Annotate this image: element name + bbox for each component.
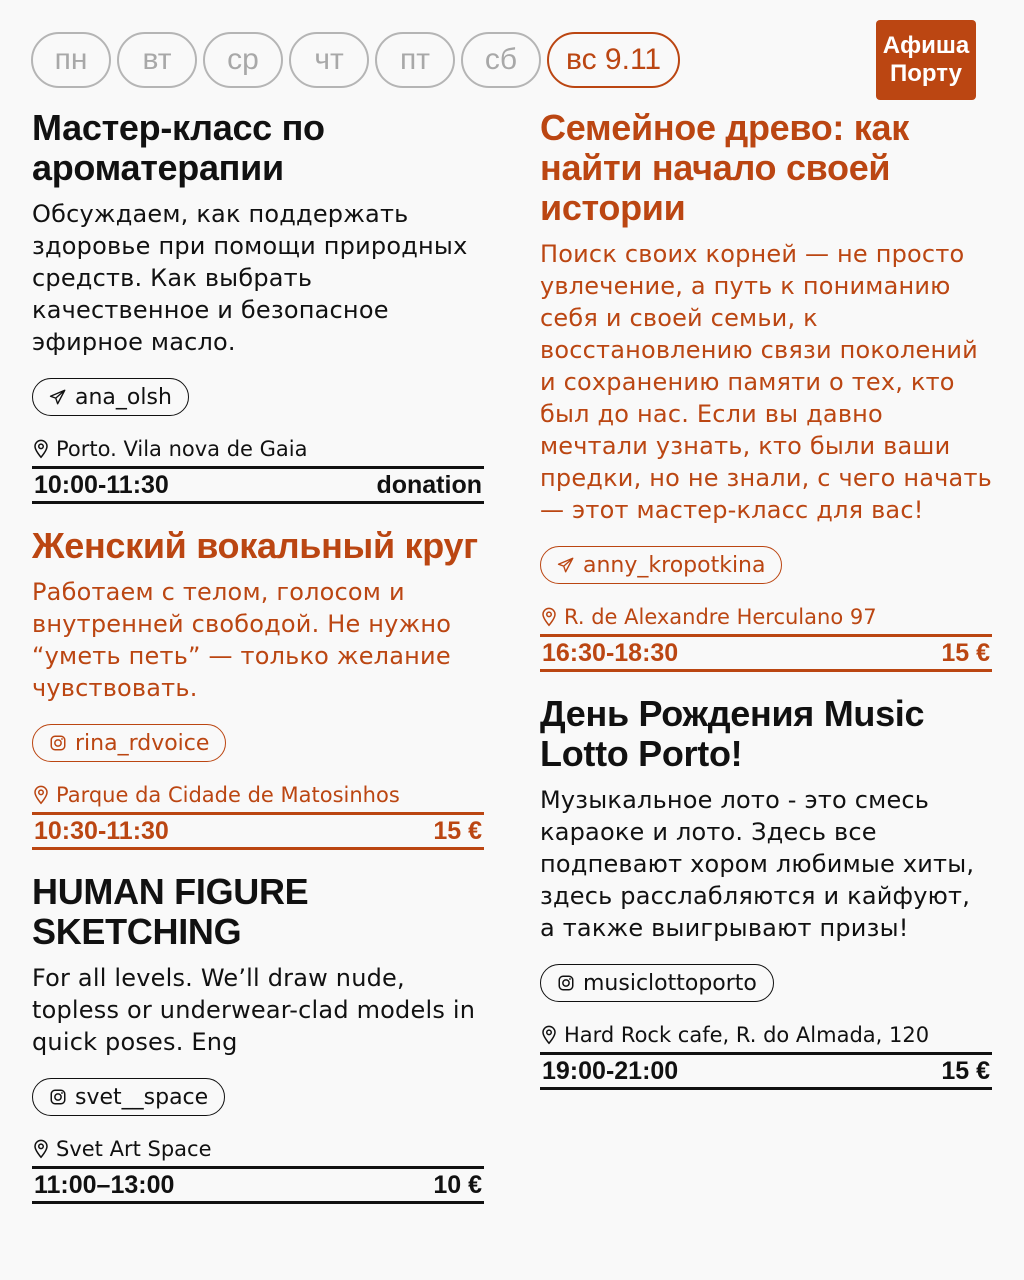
event-price: 10 € [433,1170,482,1199]
event-title: День Рождения Music Lotto Porto! [540,693,925,774]
contact-handle-link[interactable] [32,378,189,416]
day-tab-mon[interactable]: пн [31,32,111,88]
event-card-vocal-circle [32,526,484,850]
day-tab-thu[interactable]: чт [289,32,369,88]
event-description: Музыкальное лото - это смесь караоке и лото. Здесь все подпевают хором любимые хиты, здесь расслабляются и кайфуют, а также выигрывают призы! [540,786,975,942]
event-price: 15 € [941,1056,990,1085]
location-label: Svet Art Space [56,1137,212,1161]
contact-handle-link[interactable] [540,546,782,584]
location-pin-icon [32,1139,50,1159]
time-price-bar [32,466,484,504]
event-time: 19:00-21:00 [542,1056,679,1085]
contact-handle-link[interactable] [32,1078,225,1116]
day-tab-sun-active[interactable]: вс 9.11 [547,32,680,88]
day-tab-fri[interactable]: пт [375,32,455,88]
time-price-bar [540,1052,992,1090]
event-location [32,436,484,462]
event-card-music-lotto [540,694,992,1090]
event-time: 10:00-11:30 [34,470,169,499]
contact-handle-link[interactable] [540,964,774,1002]
location-label: R. de Alexandre Herculano 97 [564,605,877,629]
location-label: Parque da Cidade de Matosinhos [56,783,400,807]
handle-label: musiclottoporto [583,970,757,996]
time-price-bar [32,1166,484,1204]
time-price-bar [32,812,484,850]
event-time: 11:00–13:00 [34,1170,175,1199]
left-column [32,108,484,1226]
brand-line-2: Порту [890,60,962,87]
day-tab-wed[interactable]: ср [203,32,283,88]
event-time: 16:30-18:30 [542,638,679,667]
location-pin-icon [32,785,50,805]
event-description: Работаем с телом, голосом и внутренней свободой. Не нужно “уметь петь” — только желание чувствовать. [32,578,452,702]
day-tab-sat[interactable]: сб [461,32,541,88]
event-title: Женский вокальный круг [32,525,478,566]
event-description: Поиск своих корней — не просто увлечение, а путь к пониманию себя и своей семьи, к восстановлению связи поколений и сохранению памяти о тех, кто был до нас. Если вы давно мечтали узнать, кто были ваши предки, но не знали, с чего начать — этот мастер-класс для вас! [540,240,992,524]
day-tab-tue[interactable]: вт [117,32,197,88]
handle-label: rina_rdvoice [75,730,210,756]
event-price: 15 € [941,638,990,667]
handle-label: ana_olsh [75,384,172,410]
event-price: 15 € [433,816,482,845]
telegram-icon [557,556,575,574]
event-location [32,1136,484,1162]
event-card-aromatherapy [32,108,484,504]
event-location [540,1022,992,1048]
brand-logo [876,20,976,100]
event-time: 10:30-11:30 [34,816,169,845]
instagram-icon [49,734,67,752]
day-selector [31,32,680,88]
handle-label: svet__space [75,1084,209,1110]
contact-handle-link[interactable] [32,724,226,762]
instagram-icon [49,1088,67,1106]
location-pin-icon [540,1025,558,1045]
event-title: HUMAN FIGURE SKETCHING [32,871,309,952]
instagram-icon [557,974,575,992]
location-label: Porto. Vila nova de Gaia [56,437,308,461]
handle-label: anny_kropotkina [583,552,766,578]
location-label: Hard Rock cafe, R. do Almada, 120 [564,1023,930,1047]
event-card-family-tree [540,108,992,672]
event-card-figure-sketching [32,872,484,1204]
location-pin-icon [32,439,50,459]
event-description: For all levels. We’ll draw nude, topless or underwear-clad models in quick poses. Eng [32,964,476,1056]
event-title: Мастер-класс по ароматерапии [32,107,325,188]
event-title: Семейное древо: как найти начало своей истории [540,107,909,228]
location-pin-icon [540,607,558,627]
brand-line-1: Афиша [882,32,970,59]
event-location [540,604,992,630]
telegram-icon [49,388,67,406]
right-column [540,108,992,1112]
event-price: donation [376,470,482,499]
event-description: Обсуждаем, как поддержать здоровье при помощи природных средств. Как выбрать качественное и безопасное эфирное масло. [32,200,468,356]
event-location [32,782,484,808]
time-price-bar [540,634,992,672]
